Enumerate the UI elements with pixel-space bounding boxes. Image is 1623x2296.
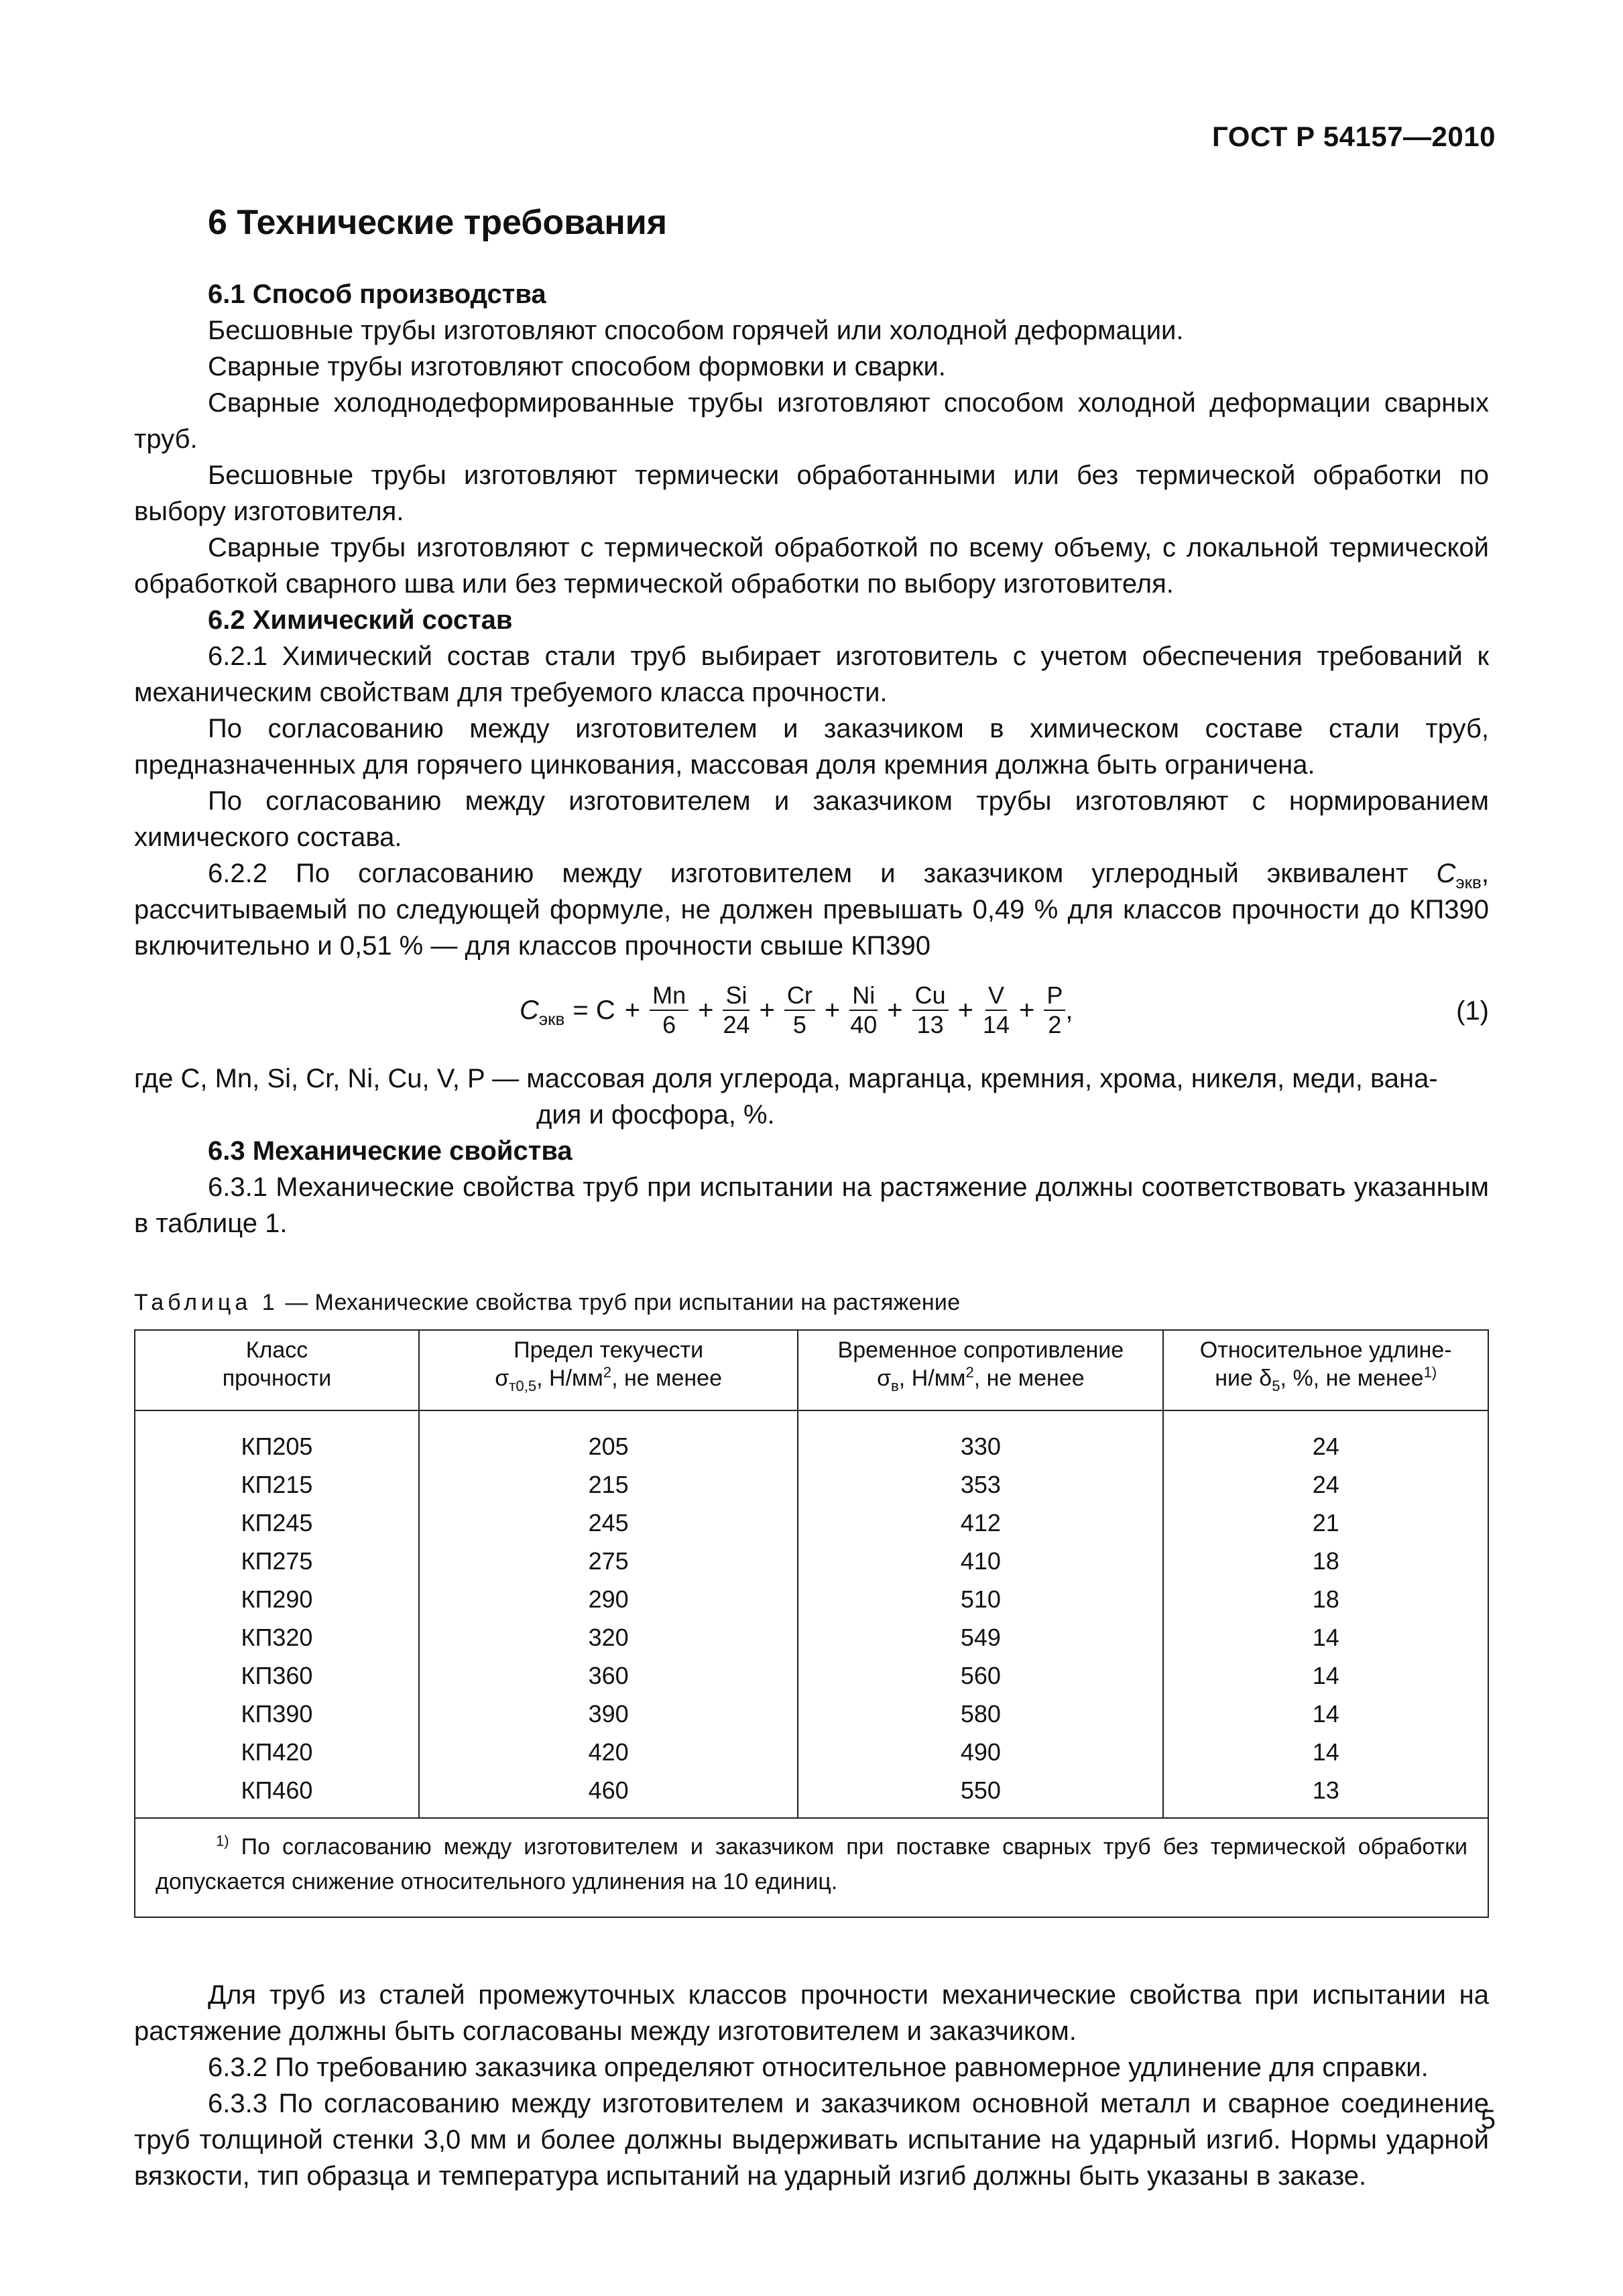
cell-tensile: 412 (798, 1504, 1163, 1542)
subsection-heading-6-2: 6.2 Химический состав (208, 605, 513, 635)
cell-yield: 460 (419, 1771, 798, 1818)
numerator: Ni (849, 981, 878, 1011)
header-text: Относительное удлине- (1199, 1337, 1452, 1363)
numerator: P (1044, 981, 1065, 1011)
header-text: ние δ (1215, 1366, 1272, 1391)
cell-tensile: 353 (798, 1465, 1163, 1504)
cell-elongation: 24 (1163, 1465, 1488, 1504)
header-text: , Н/мм (898, 1366, 966, 1391)
fraction (723, 981, 749, 1039)
cell-class: КП205 (135, 1410, 419, 1465)
fraction (912, 981, 949, 1039)
denominator: 2 (1048, 1011, 1062, 1038)
paragraph: Сварные трубы изготовляют с термической обработкой по всему объему, с локальной термической обработкой сварного шва или без термической обработки по выбору изготовителя. (134, 533, 1489, 599)
formula (520, 981, 1073, 1039)
header-text: прочности (222, 1366, 332, 1391)
cell-elongation: 21 (1163, 1504, 1488, 1542)
cell-class: КП275 (135, 1542, 419, 1580)
paragraph: Бесшовные трубы изготовляют термически обработанными или без термической обработки по выбору изготовителя. (134, 461, 1489, 526)
header-text: Предел текучести (514, 1337, 704, 1363)
cell-tensile: 580 (798, 1695, 1163, 1733)
plus-sign: + (957, 995, 973, 1025)
paragraph: 6.3.2 По требованию заказчика определяют относительное равномерное удлинение для справки. (208, 2053, 1429, 2082)
superscript: 1) (1423, 1364, 1437, 1381)
footnote-text: По согласованию между изготовителем и заказчиком при поставке сварных труб без термической обработки допускается снижение относительного удлинения на 10 единиц. (156, 1834, 1467, 1894)
denominator: 14 (982, 1011, 1010, 1038)
cell-elongation: 14 (1163, 1695, 1488, 1733)
fraction (1044, 981, 1065, 1039)
plus-sign: + (887, 995, 903, 1025)
table-row (135, 1733, 1488, 1771)
header-text: , %, не менее (1280, 1366, 1424, 1391)
cell-elongation: 14 (1163, 1618, 1488, 1656)
text-run: , рассчитываемый по следующей формуле, не должен превышать 0,49 % для классов прочности до КП390 включительно и 0,51 % — для классов прочности свыше КП390 (134, 859, 1489, 961)
superscript: 2 (965, 1364, 974, 1381)
fraction (849, 981, 878, 1039)
numerator: Cu (912, 981, 949, 1011)
paragraph: 6.3.3 По согласованию между изготовителем и заказчиком основной металл и сварное соединение труб толщиной стенки 3,0 мм и более должны выдерживать испытание на ударный изгиб. Нормы ударной вязкости, тип образца и температура испытаний на ударный изгиб должны быть указаны в заказе. (134, 2089, 1489, 2191)
page-number: 5 (1480, 2105, 1496, 2134)
denominator: 40 (850, 1011, 878, 1038)
formula-explanation: где C, Mn, Si, Cr, Ni, Cu, V, P — массовая доля углерода, марганца, кремния, хрома, никеля, меди, вана- (134, 1064, 1438, 1093)
table-footnote (135, 1818, 1488, 1917)
table-header-row (135, 1330, 1488, 1410)
cell-elongation: 18 (1163, 1542, 1488, 1580)
cell-tensile: 490 (798, 1733, 1163, 1771)
cell-yield: 420 (419, 1733, 798, 1771)
table-row (135, 1410, 1488, 1465)
plus-sign: + (759, 995, 775, 1025)
paragraph: Сварные трубы изготовляют способом формовки и сварки. (208, 352, 946, 381)
table-row (135, 1656, 1488, 1695)
table-row (135, 1695, 1488, 1733)
fraction (784, 981, 815, 1039)
paragraph-carbon-equivalent (134, 855, 1489, 964)
post-table-text (134, 1977, 1489, 2194)
paragraph: По согласованию между изготовителем и заказчиком в химическом составе стали труб, предназначенных для горячего цинкования, массовая доля кремния должна быть ограничена. (134, 714, 1489, 780)
paragraph: Сварные холоднодеформированные трубы изготовляют способом холодной деформации сварных труб. (134, 388, 1489, 454)
cell-tensile: 410 (798, 1542, 1163, 1580)
cell-elongation: 24 (1163, 1410, 1488, 1465)
footnote-mark: 1) (216, 1832, 229, 1850)
plus-sign: + (824, 995, 841, 1025)
column-header-yield (419, 1330, 798, 1410)
numerator: Si (723, 981, 749, 1011)
table-row (135, 1542, 1488, 1580)
plus-sign: + (624, 995, 641, 1025)
numerator: V (985, 981, 1007, 1011)
cell-class: КП215 (135, 1465, 419, 1504)
subsection-heading-6-1: 6.1 Способ производства (208, 280, 546, 309)
subscript: экв (538, 1008, 565, 1029)
superscript: 2 (603, 1364, 612, 1381)
cell-class: КП360 (135, 1656, 419, 1695)
numerator: Cr (784, 981, 815, 1011)
symbol: σ (877, 1366, 892, 1391)
cell-yield: 215 (419, 1465, 798, 1504)
header-text: Класс (245, 1337, 308, 1363)
subscript: т0,5 (509, 1377, 537, 1394)
subsection-heading-6-3: 6.3 Механические свойства (208, 1136, 573, 1166)
plus-sign: + (698, 995, 714, 1025)
table-caption (134, 1290, 1489, 1316)
cell-tensile: 560 (798, 1656, 1163, 1695)
paragraph: 6.2.1 Химический состав стали труб выбирает изготовитель с учетом обеспечения требований к механическим свойствам для требуемого класса прочности. (134, 642, 1489, 707)
cell-elongation: 13 (1163, 1771, 1488, 1818)
paragraph: Для труб из сталей промежуточных классов прочности механические свойства при испытании на растяжение должны быть согласованы между изготовителем и заказчиком. (134, 1980, 1489, 2046)
column-header-class (135, 1330, 419, 1410)
header-text: , не менее (973, 1366, 1085, 1391)
table-caption-label: Таблица 1 (134, 1290, 279, 1315)
subscript: 5 (1272, 1377, 1280, 1394)
cell-elongation: 14 (1163, 1656, 1488, 1695)
cell-class: КП290 (135, 1580, 419, 1618)
subscript: экв (1455, 872, 1482, 892)
cell-tensile: 330 (798, 1410, 1163, 1465)
cell-class: КП390 (135, 1695, 419, 1733)
denominator: 13 (916, 1011, 944, 1038)
symbol: C (520, 995, 539, 1025)
paragraph: 6.3.1 Механические свойства труб при испытании на растяжение должны соответствовать указанным в таблице 1. (134, 1172, 1489, 1238)
cell-class: КП420 (135, 1733, 419, 1771)
cell-tensile: 510 (798, 1580, 1163, 1618)
column-header-tensile (798, 1330, 1163, 1410)
symbol: σ (495, 1366, 509, 1391)
table-row (135, 1504, 1488, 1542)
cell-elongation: 18 (1163, 1580, 1488, 1618)
table-row (135, 1465, 1488, 1504)
cell-class: КП460 (135, 1771, 419, 1818)
cell-class: КП320 (135, 1618, 419, 1656)
formula-number: (1) (1456, 996, 1489, 1026)
paragraph: По согласованию между изготовителем и заказчиком трубы изготовляют с нормированием химического состава. (134, 786, 1489, 852)
section-title: 6 Технические требования (208, 203, 668, 242)
numerator: Mn (650, 981, 688, 1011)
header-text: , Н/мм (536, 1366, 603, 1391)
table-footnote-row (135, 1818, 1488, 1917)
formula-explanation-continued: дия и фосфора, %. (536, 1100, 775, 1130)
subscript: в (891, 1377, 899, 1394)
formula-trail: , (1065, 995, 1073, 1025)
formula-block (134, 976, 1489, 1056)
denominator: 24 (723, 1011, 750, 1038)
cell-tensile: 549 (798, 1618, 1163, 1656)
column-header-elongation (1163, 1330, 1488, 1410)
cell-yield: 320 (419, 1618, 798, 1656)
plus-sign: + (1019, 995, 1035, 1025)
cell-yield: 245 (419, 1504, 798, 1542)
table-row (135, 1580, 1488, 1618)
cell-yield: 205 (419, 1410, 798, 1465)
cell-elongation: 14 (1163, 1733, 1488, 1771)
fraction (650, 981, 688, 1039)
header-text: , не менее (611, 1366, 722, 1391)
table-row (135, 1618, 1488, 1656)
text-run: 6.2.2 По согласованию между изготовителем и заказчиком углеродный эквивалент (208, 859, 1437, 888)
cell-yield: 275 (419, 1542, 798, 1580)
document-code: ГОСТ Р 54157—2010 (1212, 121, 1496, 152)
cell-tensile: 550 (798, 1771, 1163, 1818)
cell-yield: 390 (419, 1695, 798, 1733)
mechanical-properties-table (134, 1329, 1489, 1918)
table-caption-text: — Механические свойства труб при испытании на растяжение (278, 1290, 961, 1315)
fraction (983, 981, 1010, 1039)
cell-yield: 360 (419, 1656, 798, 1695)
denominator: 5 (792, 1011, 806, 1038)
denominator: 6 (662, 1011, 676, 1038)
page-content (134, 194, 1489, 2194)
header-text: Временное сопротивление (837, 1337, 1124, 1363)
paragraph: Бесшовные трубы изготовляют способом горячей или холодной деформации. (208, 316, 1184, 345)
formula-eq: = C (573, 995, 615, 1025)
symbol: C (1436, 859, 1456, 888)
formula-lhs (520, 995, 565, 1029)
cell-class: КП245 (135, 1504, 419, 1542)
table-row (135, 1771, 1488, 1818)
cell-yield: 290 (419, 1580, 798, 1618)
